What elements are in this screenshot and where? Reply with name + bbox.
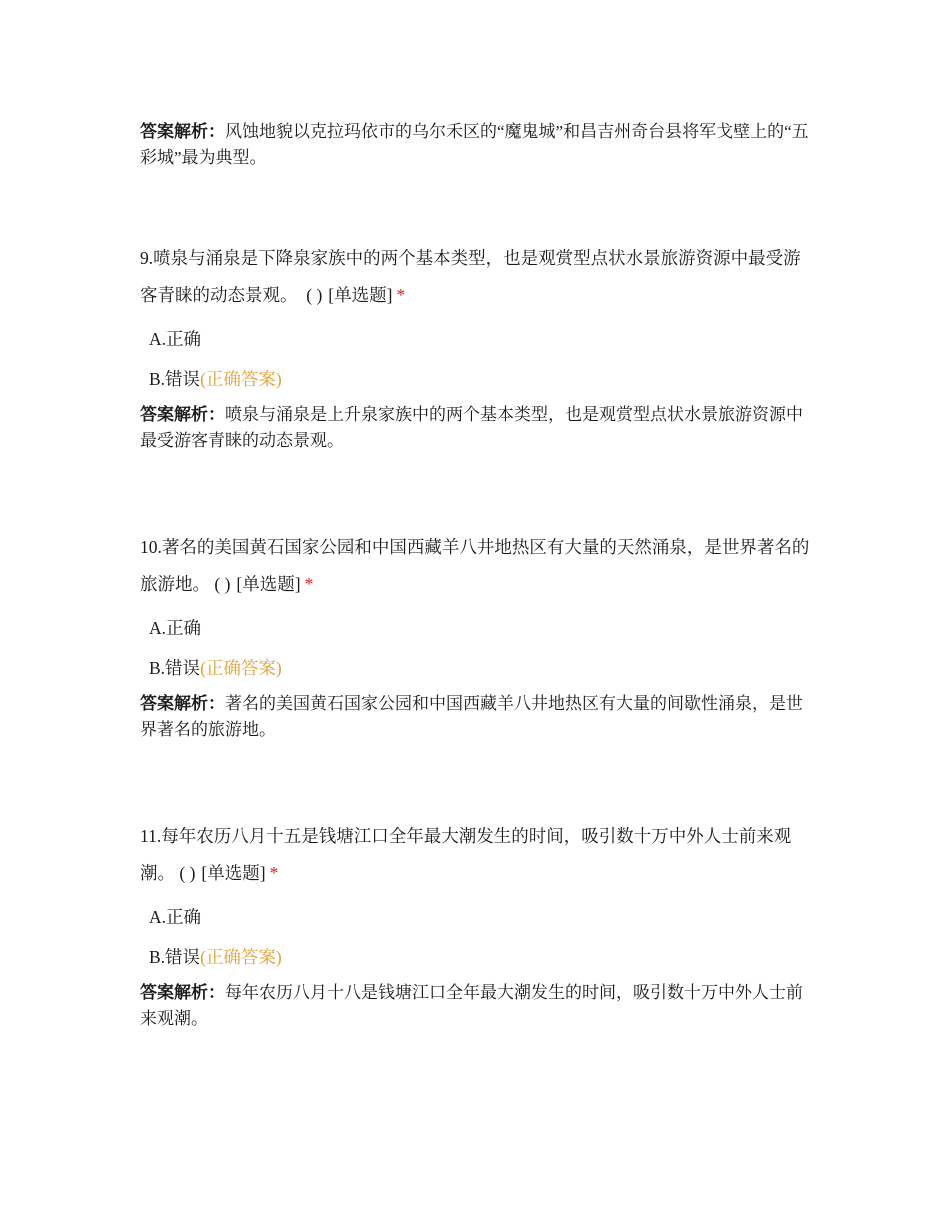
required-marker: *: [396, 285, 406, 305]
option-a[interactable]: [140, 319, 816, 359]
answer-analysis: [140, 691, 816, 743]
question-type: [单选题]: [236, 574, 301, 594]
question-text: [140, 240, 816, 314]
option-a[interactable]: [140, 897, 816, 937]
analysis-text: 喷泉与涌泉是上升泉家族中的两个基本类型，也是观赏型点状水景旅游资源中最受游客青睐的动态景观。: [140, 405, 803, 450]
required-marker: *: [304, 574, 314, 594]
option-b[interactable]: [140, 359, 816, 399]
option-label: B.错误: [149, 369, 201, 389]
option-a[interactable]: [140, 608, 816, 648]
question-block: [140, 818, 816, 1032]
question-text: [140, 529, 816, 603]
option-label: B.错误: [149, 658, 201, 678]
option-label: B.错误: [149, 947, 201, 967]
options-list: [140, 319, 816, 399]
answer-analysis: [140, 402, 816, 454]
analysis-label: 答案解析：: [140, 694, 225, 713]
question-stem: 11.每年农历八月十五是钱塘江口全年最大潮发生的时间，吸引数十万中外人士前来观潮。 ( ): [140, 826, 792, 883]
correct-answer-tag: (正确答案): [200, 947, 282, 967]
question-type: [单选题]: [201, 863, 266, 883]
option-label: A.正确: [149, 907, 202, 927]
analysis-label: 答案解析：: [140, 983, 225, 1002]
question-type: [单选题]: [328, 285, 393, 305]
option-b[interactable]: [140, 937, 816, 977]
analysis-label: 答案解析：: [140, 405, 225, 424]
answer-analysis: [140, 119, 816, 171]
option-label: A.正确: [149, 329, 202, 349]
options-list: [140, 608, 816, 688]
analysis-label: 答案解析：: [140, 122, 225, 141]
question-stem: 9.喷泉与涌泉是下降泉家族中的两个基本类型，也是观赏型点状水景旅游资源中最受游客青睐的动态景观。 ( ): [140, 248, 801, 305]
analysis-text: 每年农历八月十八是钱塘江口全年最大潮发生的时间，吸引数十万中外人士前来观潮。: [140, 983, 803, 1028]
analysis-text: 著名的美国黄石国家公园和中国西藏羊八井地热区有大量的间歇性涌泉，是世界著名的旅游地。: [140, 694, 803, 739]
answer-analysis: [140, 980, 816, 1032]
correct-answer-tag: (正确答案): [200, 369, 282, 389]
correct-answer-tag: (正确答案): [200, 658, 282, 678]
question-text: [140, 818, 816, 892]
required-marker: *: [269, 863, 279, 883]
question-stem: 10.著名的美国黄石国家公园和中国西藏羊八井地热区有大量的天然涌泉，是世界著名的旅游地。 ( ): [140, 537, 810, 594]
analysis-text: 风蚀地貌以克拉玛依市的乌尔禾区的“魔鬼城”和昌吉州奇台县将军戈壁上的“五彩城”最为典型。: [140, 122, 809, 167]
option-b[interactable]: [140, 648, 816, 688]
question-block: [140, 529, 816, 743]
options-list: [140, 897, 816, 977]
question-block: [140, 240, 816, 454]
option-label: A.正确: [149, 618, 202, 638]
